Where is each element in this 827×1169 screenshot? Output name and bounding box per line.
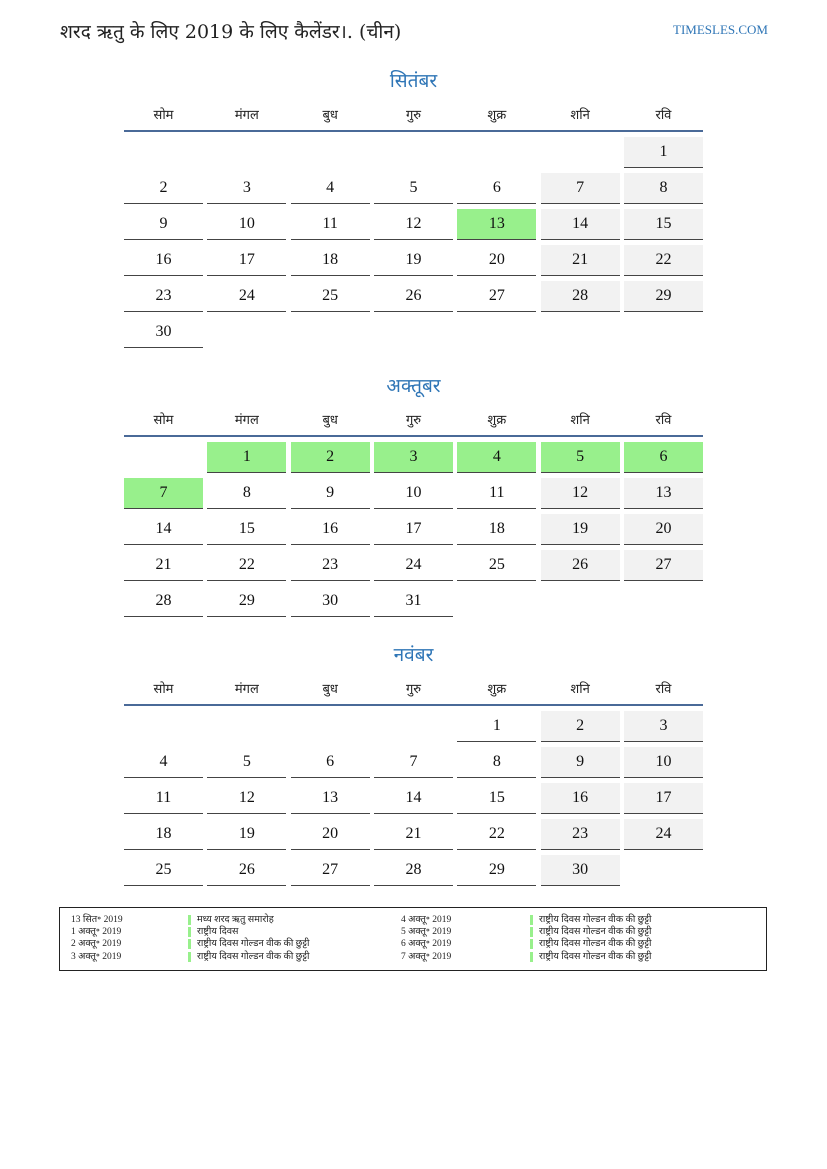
weekday-header — [124, 98, 703, 132]
day-cell[interactable]: 5 — [541, 442, 620, 473]
weekday-label: सोम — [153, 682, 174, 697]
legend-holiday-name: राष्ट्रीय दिवस गोल्डन वीक की छुट्टी — [539, 927, 652, 938]
day-cell[interactable]: 20 — [624, 514, 703, 545]
month-title: अक्तूबर — [386, 375, 441, 397]
day-cell[interactable]: 8 — [457, 747, 536, 778]
day-cell[interactable]: 16 — [541, 783, 620, 814]
day-cell[interactable]: 16 — [291, 514, 370, 545]
day-cell[interactable]: 9 — [541, 747, 620, 778]
legend-date: 1 अक्तू॰ 2019 — [71, 927, 122, 938]
day-cell[interactable]: 18 — [124, 819, 203, 850]
legend-holiday-name: राष्ट्रीय दिवस — [197, 927, 239, 938]
day-cell[interactable]: 2 — [124, 173, 203, 204]
empty-cell — [207, 711, 286, 741]
weekday-label: गुरु — [405, 682, 422, 697]
day-cell[interactable]: 11 — [124, 783, 203, 814]
legend-item — [60, 938, 766, 950]
empty-cell — [457, 137, 536, 167]
day-cell[interactable]: 4 — [291, 173, 370, 204]
month-calendar — [124, 640, 703, 891]
day-cell[interactable]: 14 — [124, 514, 203, 545]
day-cell[interactable]: 27 — [624, 550, 703, 581]
day-cell[interactable]: 4 — [124, 747, 203, 778]
day-cell[interactable]: 22 — [207, 550, 286, 581]
legend-holiday-name: राष्ट्रीय दिवस गोल्डन वीक की छुट्टी — [197, 951, 310, 962]
month-calendar — [124, 66, 703, 353]
legend-holiday-name: राष्ट्रीय दिवस गोल्डन वीक की छुट्टी — [539, 951, 652, 962]
week-row — [124, 747, 703, 778]
day-cell[interactable]: 21 — [541, 245, 620, 276]
legend-date: 13 सित॰ 2019 — [71, 915, 123, 925]
day-cell[interactable]: 15 — [207, 514, 286, 545]
day-cell[interactable]: 22 — [624, 245, 703, 276]
empty-cell — [457, 317, 536, 347]
day-cell[interactable]: 21 — [374, 819, 453, 850]
month-title: सितंबर — [389, 70, 438, 92]
day-cell[interactable]: 8 — [624, 173, 703, 204]
day-cell[interactable]: 27 — [457, 281, 536, 312]
legend-date: 2 अक्तू॰ 2019 — [71, 939, 122, 950]
empty-cell — [374, 317, 453, 347]
day-cell[interactable]: 30 — [124, 317, 203, 348]
weekday-label: शनि — [570, 413, 590, 428]
day-cell[interactable]: 7 — [541, 173, 620, 204]
empty-cell — [541, 586, 620, 616]
day-cell[interactable]: 24 — [374, 550, 453, 581]
legend-item — [60, 926, 766, 938]
weekday-label: शुक्र — [487, 108, 507, 123]
weekday-header — [124, 672, 703, 706]
day-cell[interactable]: 5 — [374, 173, 453, 204]
day-cell[interactable]: 15 — [457, 783, 536, 814]
day-cell[interactable]: 24 — [207, 281, 286, 312]
day-cell[interactable]: 26 — [207, 855, 286, 886]
day-cell[interactable]: 3 — [207, 173, 286, 204]
day-cell[interactable]: 1 — [457, 711, 536, 742]
legend-holiday-name: राष्ट्रीय दिवस गोल्डन वीक की छुट्टी — [197, 939, 310, 950]
empty-cell — [291, 137, 370, 167]
day-cell[interactable]: 1 — [624, 137, 703, 168]
day-cell[interactable]: 2 — [541, 711, 620, 742]
weekday-label: बुध — [322, 108, 338, 123]
holiday-legend — [59, 907, 767, 971]
month-title: नवंबर — [393, 644, 434, 666]
weekday-label: बुध — [322, 413, 338, 428]
empty-cell — [124, 137, 203, 167]
legend-date: 5 अक्तू॰ 2019 — [401, 927, 452, 938]
day-cell[interactable]: 17 — [624, 783, 703, 814]
weekday-label: सोम — [153, 413, 174, 428]
week-row — [124, 514, 703, 545]
site-link[interactable]: TIMESLES.COM — [673, 22, 768, 37]
day-cell[interactable]: 27 — [291, 855, 370, 886]
day-cell[interactable]: 19 — [541, 514, 620, 545]
day-cell[interactable]: 2 — [291, 442, 370, 473]
day-cell[interactable]: 6 — [624, 442, 703, 473]
weekday-label: मंगल — [234, 682, 259, 697]
day-cell[interactable]: 28 — [541, 281, 620, 312]
day-cell[interactable]: 12 — [541, 478, 620, 509]
day-cell[interactable]: 24 — [624, 819, 703, 850]
day-cell[interactable]: 12 — [207, 783, 286, 814]
day-cell[interactable]: 7 — [124, 478, 203, 509]
legend-item — [60, 914, 766, 926]
weekday-label: शनि — [570, 682, 590, 697]
empty-cell — [374, 711, 453, 741]
day-cell[interactable]: 3 — [624, 711, 703, 742]
day-cell[interactable]: 26 — [541, 550, 620, 581]
day-cell[interactable]: 7 — [374, 747, 453, 778]
day-cell[interactable]: 11 — [291, 209, 370, 240]
day-cell[interactable]: 19 — [374, 245, 453, 276]
week-row — [124, 245, 703, 276]
day-cell[interactable]: 21 — [124, 550, 203, 581]
day-cell[interactable]: 30 — [541, 855, 620, 886]
day-cell[interactable]: 25 — [291, 281, 370, 312]
weekday-label: गुरु — [405, 413, 422, 428]
weekday-label: शुक्र — [487, 682, 507, 697]
day-cell[interactable]: 23 — [541, 819, 620, 850]
week-row — [124, 819, 703, 850]
month-calendar — [124, 371, 703, 622]
empty-cell — [374, 137, 453, 167]
day-cell[interactable]: 26 — [374, 281, 453, 312]
day-cell[interactable]: 29 — [457, 855, 536, 886]
legend-date: 3 अक्तू॰ 2019 — [71, 951, 122, 962]
day-cell[interactable]: 29 — [624, 281, 703, 312]
day-cell[interactable]: 12 — [374, 209, 453, 240]
day-cell[interactable]: 17 — [374, 514, 453, 545]
weekday-label: रवि — [655, 413, 672, 428]
legend-holiday-name: राष्ट्रीय दिवस गोल्डन वीक की छुट्टी — [539, 915, 652, 925]
day-cell[interactable]: 29 — [207, 586, 286, 617]
day-cell[interactable]: 9 — [291, 478, 370, 509]
empty-cell — [624, 317, 703, 347]
day-cell[interactable]: 19 — [207, 819, 286, 850]
day-cell[interactable]: 18 — [291, 245, 370, 276]
day-cell[interactable]: 10 — [374, 478, 453, 509]
empty-cell — [124, 442, 203, 472]
day-cell[interactable]: 23 — [124, 281, 203, 312]
weekday-label: सोम — [153, 108, 174, 123]
week-row — [124, 173, 703, 204]
empty-cell — [541, 317, 620, 347]
legend-holiday-name: मध्य शरद ऋतु समारोह — [197, 915, 274, 925]
weekday-label: शुक्र — [487, 413, 507, 428]
day-cell[interactable]: 31 — [374, 586, 453, 617]
week-row — [124, 442, 703, 473]
day-cell[interactable]: 13 — [457, 209, 536, 240]
legend-date: 7 अक्तू॰ 2019 — [401, 951, 452, 962]
week-row — [124, 317, 703, 348]
weekday-label: मंगल — [234, 413, 259, 428]
page-title: शरद ऋतु के लिए 2019 के लिए कैलेंडर।. (चीन) — [60, 21, 402, 43]
day-cell[interactable]: 6 — [291, 747, 370, 778]
empty-cell — [624, 586, 703, 616]
day-cell[interactable]: 13 — [624, 478, 703, 509]
day-cell[interactable]: 3 — [374, 442, 453, 473]
holiday-color-marker — [530, 927, 533, 937]
day-cell[interactable]: 20 — [291, 819, 370, 850]
holiday-color-marker — [530, 939, 533, 949]
day-cell[interactable]: 4 — [457, 442, 536, 473]
day-cell[interactable]: 15 — [624, 209, 703, 240]
empty-cell — [624, 855, 703, 885]
legend-date: 6 अक्तू॰ 2019 — [401, 939, 452, 950]
day-cell[interactable]: 1 — [207, 442, 286, 473]
week-row — [124, 550, 703, 581]
day-cell[interactable]: 25 — [124, 855, 203, 886]
day-cell[interactable]: 25 — [457, 550, 536, 581]
weekday-label: रवि — [655, 108, 672, 123]
day-cell[interactable]: 22 — [457, 819, 536, 850]
week-row — [124, 855, 703, 886]
empty-cell — [291, 317, 370, 347]
day-cell[interactable]: 11 — [457, 478, 536, 509]
empty-cell — [124, 711, 203, 741]
day-cell[interactable]: 9 — [124, 209, 203, 240]
weekday-label: शनि — [570, 108, 590, 123]
week-row — [124, 281, 703, 312]
weekday-label: गुरु — [405, 108, 422, 123]
week-row — [124, 137, 703, 168]
week-row — [124, 783, 703, 814]
day-cell[interactable]: 17 — [207, 245, 286, 276]
day-cell[interactable]: 30 — [291, 586, 370, 617]
empty-cell — [541, 137, 620, 167]
week-row — [124, 711, 703, 742]
day-cell[interactable]: 18 — [457, 514, 536, 545]
weekday-header — [124, 403, 703, 437]
legend-item — [60, 951, 766, 963]
weekday-label: बुध — [322, 682, 338, 697]
day-cell[interactable]: 10 — [207, 209, 286, 240]
day-cell[interactable]: 20 — [457, 245, 536, 276]
empty-cell — [457, 586, 536, 616]
holiday-color-marker — [530, 952, 533, 962]
week-row — [124, 209, 703, 240]
day-cell[interactable]: 28 — [374, 855, 453, 886]
empty-cell — [207, 317, 286, 347]
day-cell[interactable]: 23 — [291, 550, 370, 581]
day-cell[interactable]: 10 — [624, 747, 703, 778]
weekday-label: रवि — [655, 682, 672, 697]
legend-holiday-name: राष्ट्रीय दिवस गोल्डन वीक की छुट्टी — [539, 939, 652, 950]
day-cell[interactable]: 14 — [374, 783, 453, 814]
day-cell[interactable]: 8 — [207, 478, 286, 509]
week-row — [124, 478, 703, 509]
day-cell[interactable]: 13 — [291, 783, 370, 814]
day-cell[interactable]: 6 — [457, 173, 536, 204]
empty-cell — [207, 137, 286, 167]
day-cell[interactable]: 14 — [541, 209, 620, 240]
weekday-label: मंगल — [234, 108, 259, 123]
day-cell[interactable]: 16 — [124, 245, 203, 276]
holiday-color-marker — [530, 915, 533, 925]
legend-date: 4 अक्तू॰ 2019 — [401, 915, 452, 925]
day-cell[interactable]: 28 — [124, 586, 203, 617]
week-row — [124, 586, 703, 617]
empty-cell — [291, 711, 370, 741]
day-cell[interactable]: 5 — [207, 747, 286, 778]
